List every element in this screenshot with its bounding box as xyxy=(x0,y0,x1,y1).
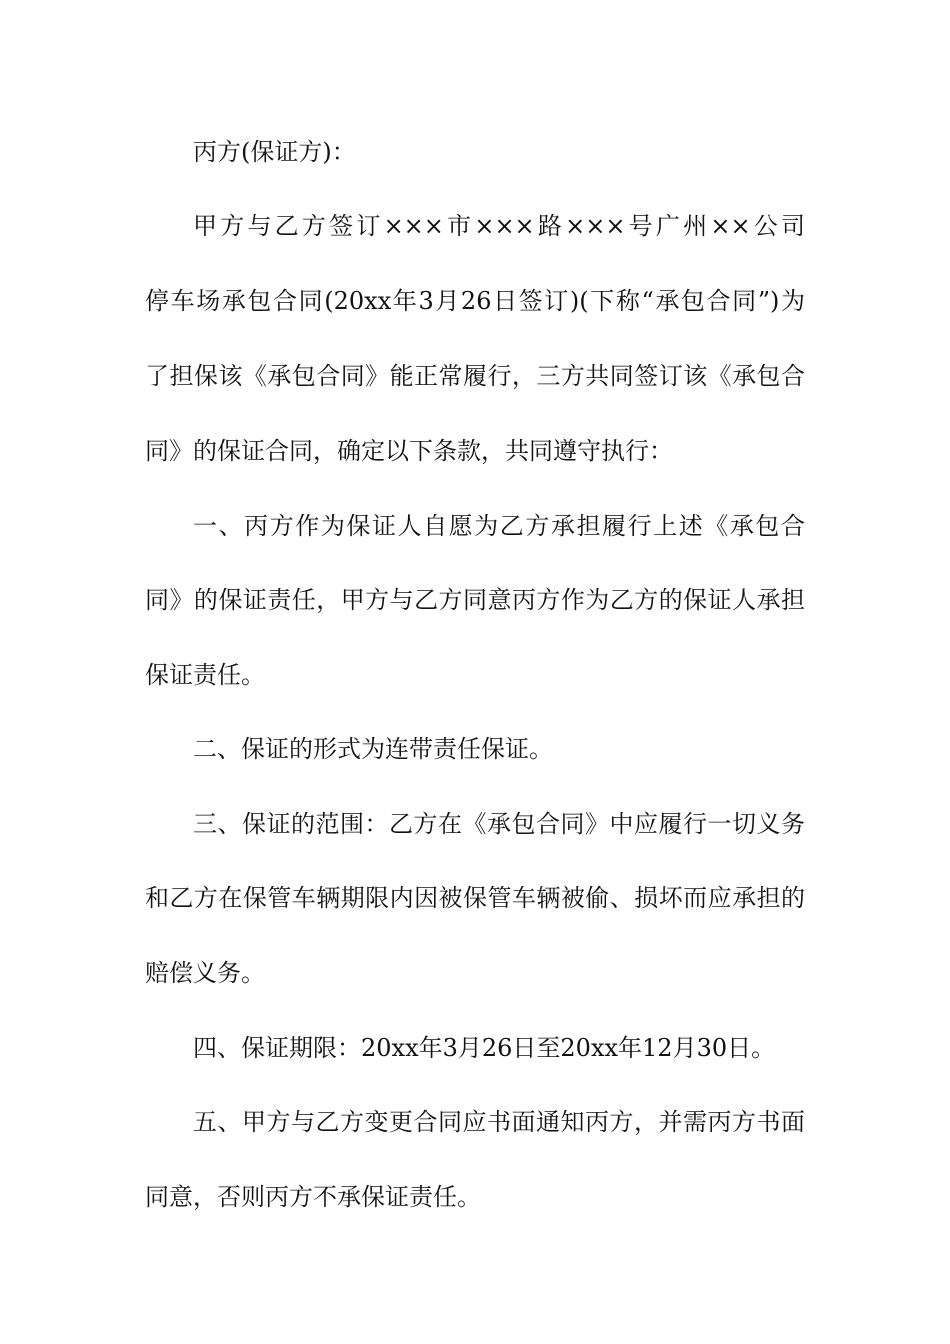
clause-3-line-1: 三、保证的范围：乙方在《承包合同》中应履行一切义务 xyxy=(193,810,805,838)
clause-3-line-3: 赔偿义务。 xyxy=(145,959,265,987)
clause-5-line-1: 五、甲方与乙方变更合同应书面通知丙方，并需丙方书面 xyxy=(193,1108,805,1136)
clause-4: 四、保证期限：20xx年3月26日至20xx年12月30日。 xyxy=(193,1034,776,1062)
intro-paragraph-line-4: 同》的保证合同，确定以下条款，共同遵守执行： xyxy=(145,437,673,465)
clause-3-line-2: 和乙方在保管车辆期限内因被保管车辆被偷、损坏而应承担的 xyxy=(145,884,805,912)
party-c-heading: 丙方(保证方)： xyxy=(193,138,356,166)
intro-paragraph-line-2: 停车场承包合同(20xx年3月26日签订)(下称“承包合同”)为 xyxy=(145,287,805,315)
clause-5-line-2: 同意，否则丙方不承保证责任。 xyxy=(145,1183,481,1211)
intro-paragraph-line-1: 甲方与乙方签订×××市×××路×××号广州××公司 xyxy=(193,212,805,240)
intro-paragraph-line-3: 了担保该《承包合同》能正常履行，三方共同签订该《承包合 xyxy=(145,362,805,390)
clause-1-line-3: 保证责任。 xyxy=(145,661,265,689)
clause-2: 二、保证的形式为连带责任保证。 xyxy=(193,735,553,763)
clause-1-line-1: 一、丙方作为保证人自愿为乙方承担履行上述《承包合 xyxy=(193,512,805,540)
clause-1-line-2: 同》的保证责任，甲方与乙方同意丙方作为乙方的保证人承担 xyxy=(145,586,805,614)
